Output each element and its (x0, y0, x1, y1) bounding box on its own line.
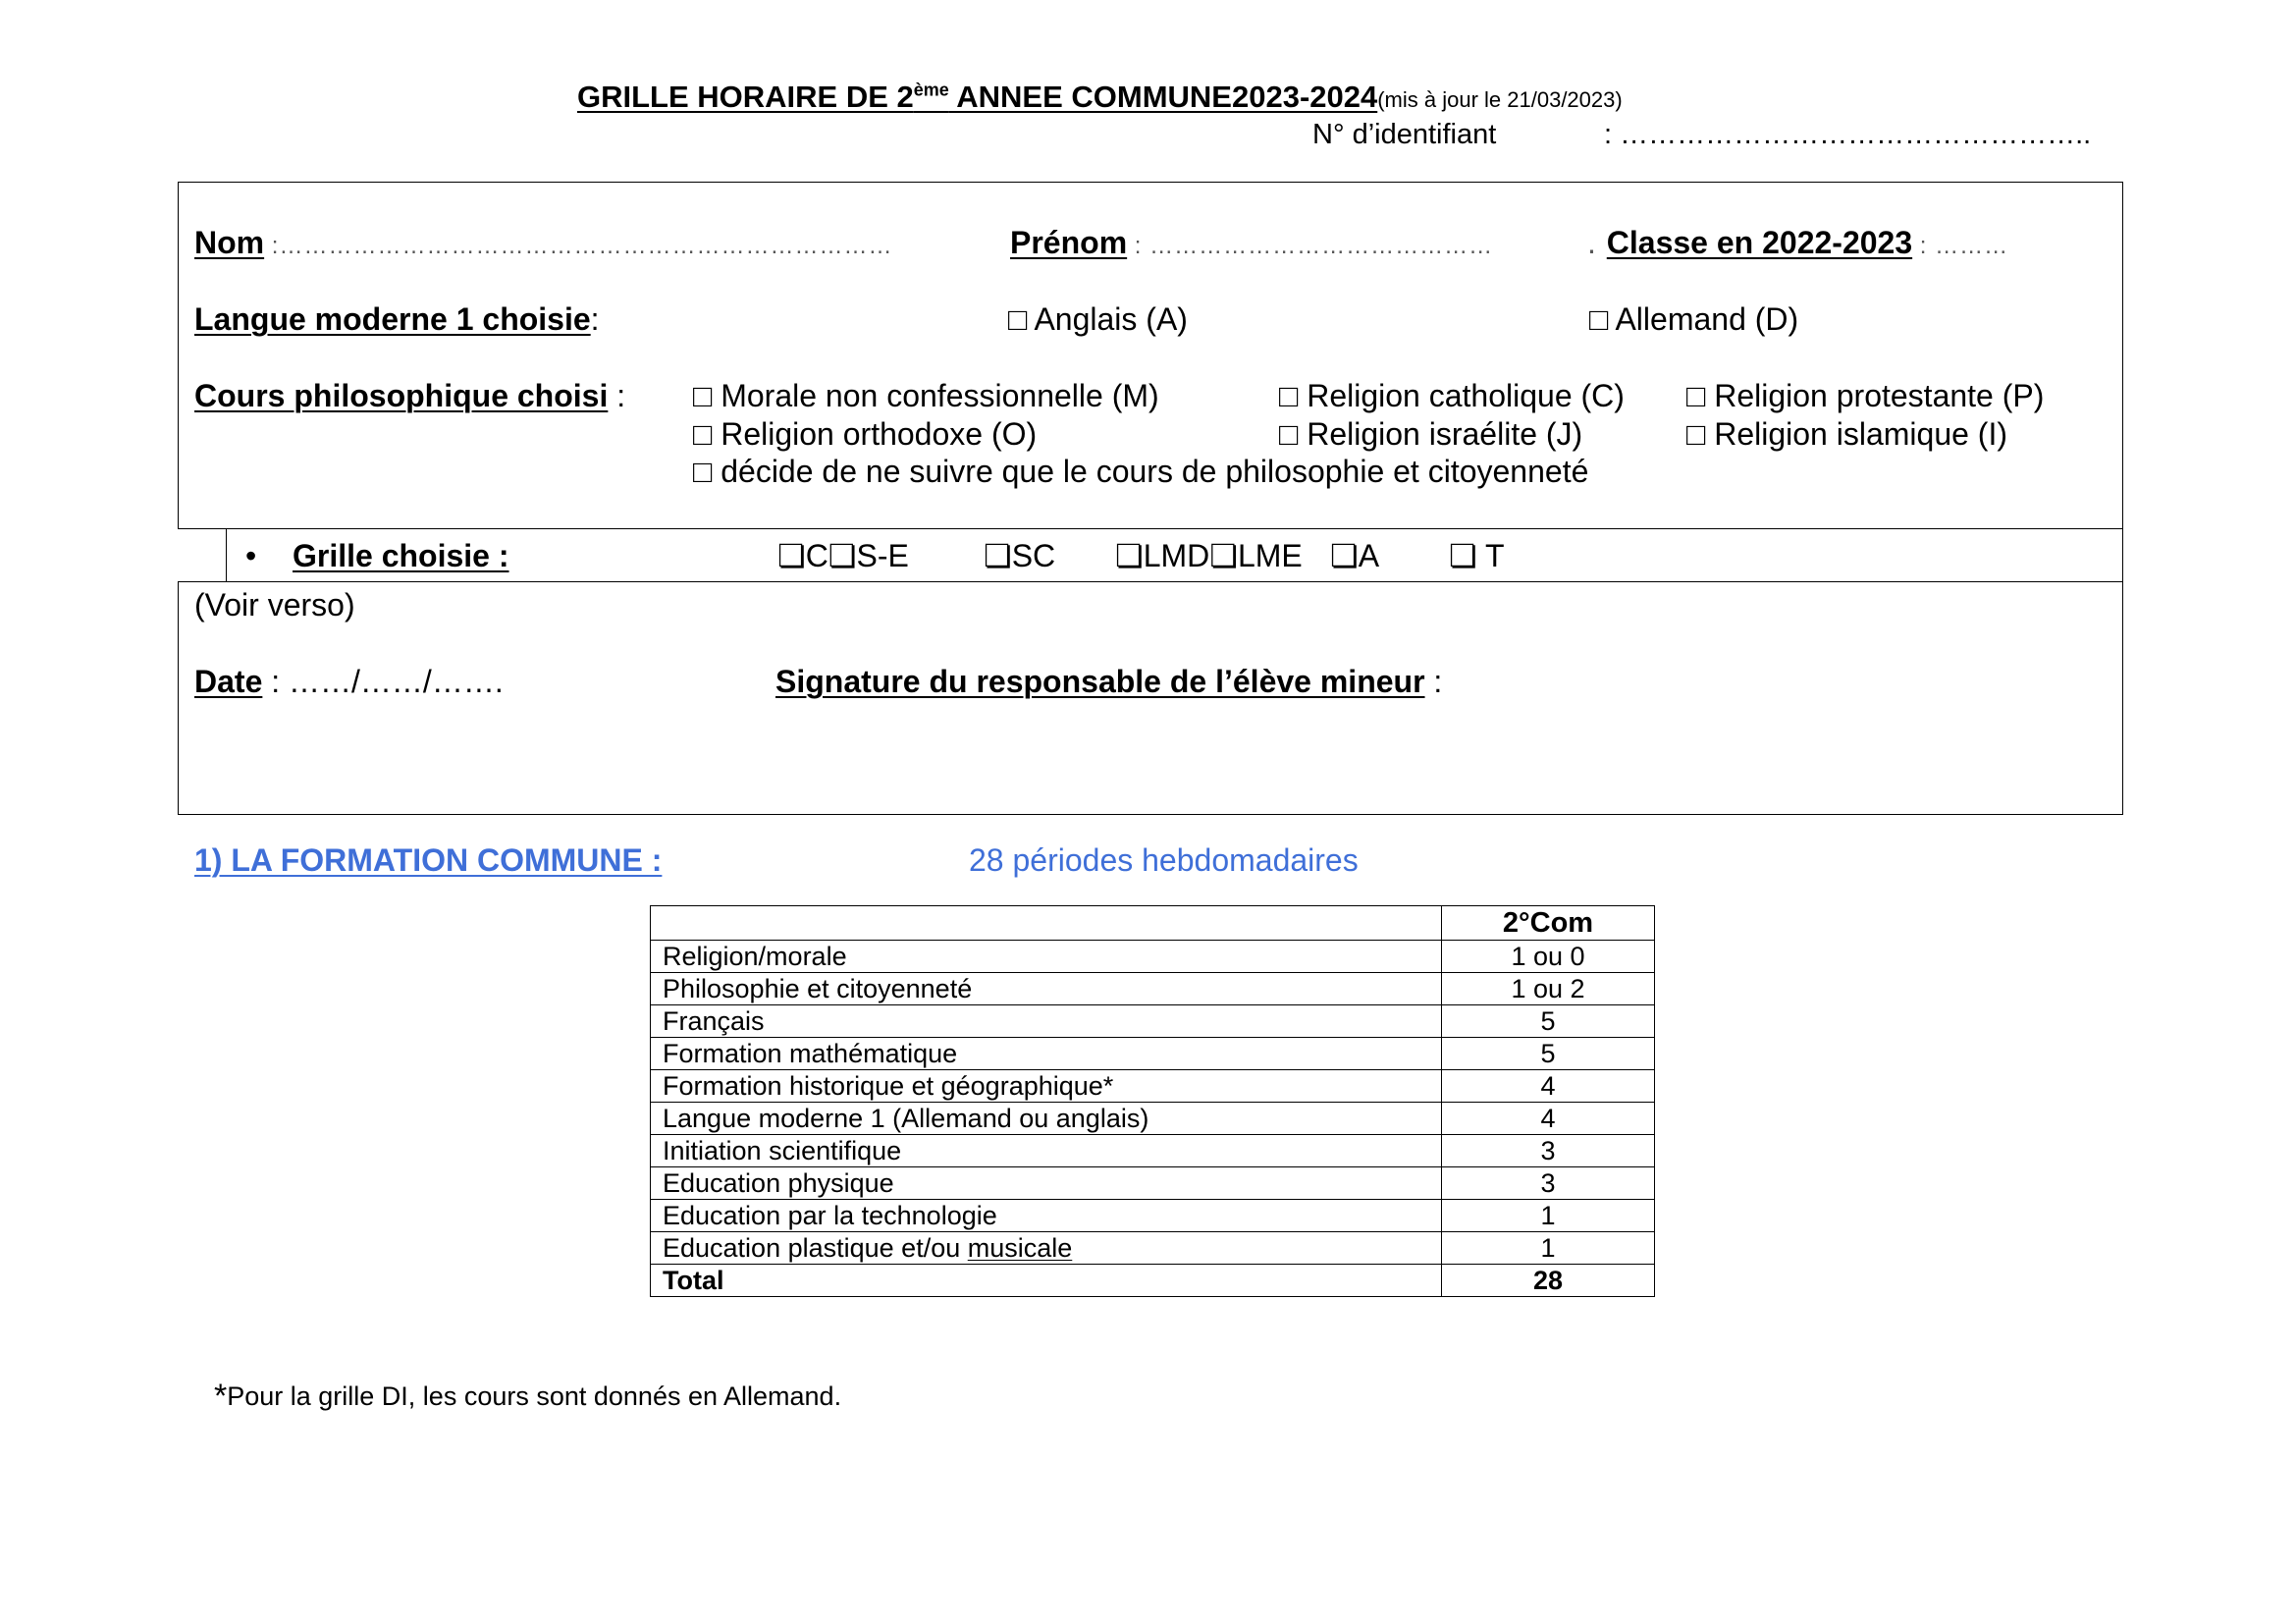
table-header-subject (651, 906, 1442, 941)
table-row (651, 1232, 1655, 1265)
value-cell: 4 (1442, 1103, 1655, 1135)
subject-cell: Education plastique et/ou musicale (651, 1232, 1442, 1265)
langue-option-allemand[interactable]: □ Allemand (D) (1589, 301, 1799, 337)
value-cell: 1 (1442, 1232, 1655, 1265)
value-cell: 1 ou 2 (1442, 973, 1655, 1005)
value-cell: 5 (1442, 1038, 1655, 1070)
voir-verso-note: (Voir verso) (194, 587, 355, 623)
footnote-star: * (214, 1378, 228, 1415)
nom-row (194, 224, 892, 265)
prenom-field[interactable]: : …………………………………… (1127, 233, 1494, 259)
identifier-line (1312, 116, 2092, 153)
philo-option-israelite[interactable]: □ Religion israélite (J) (1279, 416, 1583, 452)
table-row (651, 941, 1655, 973)
philo-option-catholique[interactable]: □ Religion catholique (C) (1279, 378, 1625, 413)
value-cell: 3 (1442, 1167, 1655, 1200)
update-note: (mis à jour le 21/03/2023) (1377, 87, 1623, 112)
grille-option-c-se[interactable]: ❏C❏S-E (777, 538, 909, 573)
total-value-cell: 28 (1442, 1265, 1655, 1297)
table-row (651, 973, 1655, 1005)
formation-table (650, 905, 1655, 1297)
table-header-2com: 2°Com (1442, 906, 1655, 941)
langue-row: Langue moderne 1 choisie: (194, 301, 600, 337)
subject-cell: Religion/morale (651, 941, 1442, 973)
subject-cell: Philosophie et citoyenneté (651, 973, 1442, 1005)
langue-option-anglais[interactable]: □ Anglais (A) (1008, 301, 1188, 337)
grille-bullet: • (245, 538, 257, 573)
identifier-field[interactable]: : ………………………………………….. (1604, 119, 2092, 150)
table-row (651, 1200, 1655, 1232)
table-total-row (651, 1265, 1655, 1297)
total-label-cell: Total (651, 1265, 1442, 1297)
value-cell: 3 (1442, 1135, 1655, 1167)
nom-label: Nom (194, 225, 265, 260)
value-cell: 4 (1442, 1070, 1655, 1103)
date-field[interactable]: : ……/……/……. (262, 664, 504, 699)
date-row (194, 663, 504, 700)
philo-option-orthodoxe[interactable]: □ Religion orthodoxe (O) (693, 416, 1038, 452)
table-row (651, 1167, 1655, 1200)
classe-row: . Classe en 2022-2023 : ……… (1587, 225, 2009, 260)
signature-label: Signature du responsable de l’élève mineur (775, 664, 1425, 699)
philo-option-citoyennete[interactable]: □ décide de ne suivre que le cours de philosophie et citoyenneté (693, 454, 1589, 489)
table-row (651, 1135, 1655, 1167)
table-row (651, 1070, 1655, 1103)
value-cell: 1 (1442, 1200, 1655, 1232)
subject-cell: Initiation scientifique (651, 1135, 1442, 1167)
footnote (214, 1380, 841, 1413)
langue-label: Langue moderne 1 choisie (194, 301, 591, 337)
prenom-row (1010, 224, 1493, 265)
value-cell: 5 (1442, 1005, 1655, 1038)
subject-cell: Formation mathématique (651, 1038, 1442, 1070)
prenom-label: Prénom (1010, 225, 1128, 260)
philo-option-islamique[interactable]: □ Religion islamique (I) (1686, 416, 2007, 452)
classe-label: Classe en 2022-2023 (1606, 225, 1913, 260)
nom-field[interactable]: :………………………………………………………………… (264, 233, 893, 259)
subject-cell: Français (651, 1005, 1442, 1038)
footnote-text: Pour la grille DI, les cours sont donnés en Allemand. (227, 1381, 842, 1411)
title-main: GRILLE HORAIRE DE 2ème ANNEE COMMUNE2023-2024 (577, 80, 1378, 114)
section-heading: 1) LA FORMATION COMMUNE : (194, 842, 663, 878)
philo-row: Cours philosophique choisi : (194, 378, 626, 413)
value-cell: 1 ou 0 (1442, 941, 1655, 973)
grille-option-a[interactable]: ❏A (1330, 538, 1380, 573)
subject-cell: Education par la technologie (651, 1200, 1442, 1232)
date-label: Date (194, 664, 263, 699)
identifier-label: N° d’identifiant (1312, 119, 1497, 150)
subject-cell: Langue moderne 1 (Allemand ou anglais) (651, 1103, 1442, 1135)
philo-option-protestante[interactable]: □ Religion protestante (P) (1686, 378, 2045, 413)
subject-cell: Education physique (651, 1167, 1442, 1200)
table-row (651, 1038, 1655, 1070)
table-row (651, 1103, 1655, 1135)
grille-option-sc[interactable]: ❏SC (984, 538, 1056, 573)
grille-option-t[interactable]: ❏ T (1449, 538, 1505, 573)
grille-option-lmd-lme[interactable]: ❏LMD❏LME (1115, 538, 1303, 573)
section-periods: 28 périodes hebdomadaires (969, 842, 1359, 878)
table-header-row (651, 906, 1655, 941)
subject-cell: Formation historique et géographique* (651, 1070, 1442, 1103)
table-row (651, 1005, 1655, 1038)
philo-option-morale[interactable]: □ Morale non confessionnelle (M) (693, 378, 1159, 413)
document-title (577, 79, 1623, 119)
signature-row: Signature du responsable de l’élève mineur : (775, 664, 1443, 699)
philo-label: Cours philosophique choisi (194, 378, 609, 413)
grille-label: Grille choisie : (293, 538, 509, 573)
classe-field[interactable]: : ……… (1912, 233, 2009, 259)
